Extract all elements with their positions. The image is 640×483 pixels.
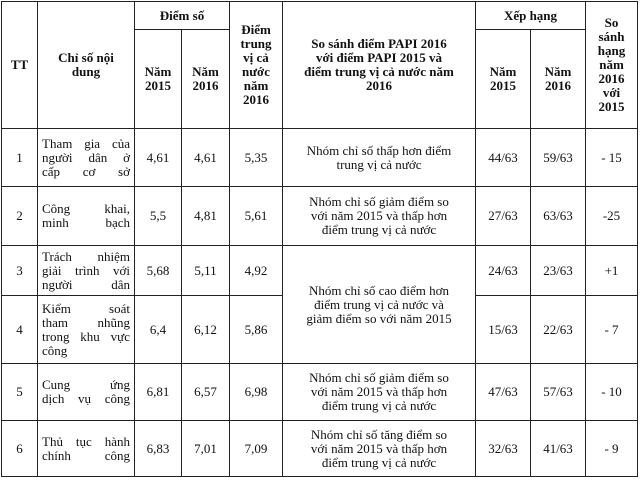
header-tt: TT bbox=[2, 2, 38, 129]
header-rank-2015: Năm 2015 bbox=[476, 30, 531, 129]
header-rank-2016: Năm 2016 bbox=[531, 30, 586, 129]
row-score-2016: 6,12 bbox=[182, 296, 230, 364]
row-rank-2015: 44/63 bbox=[476, 129, 531, 187]
row-comparison: Nhóm chỉ số giảm điểm so với năm 2015 và thấp hơn điểm trung vị cả nước bbox=[283, 364, 476, 421]
header-score-2015: Năm 2015 bbox=[135, 30, 182, 129]
row-comparison: Nhóm chỉ số thấp hơn điểm trung vị cả nước bbox=[283, 129, 476, 187]
header-rank-group: Xếp hạng bbox=[476, 2, 586, 30]
header-indicator: Chỉ số nội dung bbox=[38, 2, 135, 129]
header-comparison: So sánh điểm PAPI 2016 với điểm PAPI 2015 và điểm trung vị cả nước năm 2016 bbox=[283, 2, 476, 129]
row-median: 5,35 bbox=[230, 129, 283, 187]
row-indicator: Tham gia của người dân ở cấp cơ sở bbox=[38, 129, 135, 187]
row-score-2016: 6,57 bbox=[182, 364, 230, 421]
row-rank-change: - 7 bbox=[586, 296, 638, 364]
row-rank-2016: 41/63 bbox=[531, 421, 586, 477]
row-score-2015: 6,4 bbox=[135, 296, 182, 364]
row-rank-2015: 32/63 bbox=[476, 421, 531, 477]
row-rank-change: - 15 bbox=[586, 129, 638, 187]
row-indicator: Công khai, minh bạch bbox=[38, 187, 135, 246]
header-score-group: Điểm số bbox=[135, 2, 230, 30]
row-score-2015: 5,5 bbox=[135, 187, 182, 246]
row-score-2015: 4,61 bbox=[135, 129, 182, 187]
row-median: 5,61 bbox=[230, 187, 283, 246]
row-rank-2016: 59/63 bbox=[531, 129, 586, 187]
row-score-2016: 4,61 bbox=[182, 129, 230, 187]
table-row bbox=[2, 129, 638, 187]
row-indicator: Trách nhiệm giải trình với người dân bbox=[38, 246, 135, 296]
row-median: 6,98 bbox=[230, 364, 283, 421]
header-score-2016: Năm 2016 bbox=[182, 30, 230, 129]
row-tt: 6 bbox=[2, 421, 38, 477]
row-tt: 4 bbox=[2, 296, 38, 364]
row-tt: 2 bbox=[2, 187, 38, 246]
table-row bbox=[2, 246, 638, 296]
row-comparison: Nhóm chỉ số cao điểm hơn điểm trung vị cả nước và giảm điểm so với năm 2015 bbox=[283, 246, 476, 364]
table-row bbox=[2, 421, 638, 477]
row-score-2015: 6,83 bbox=[135, 421, 182, 477]
row-tt: 5 bbox=[2, 364, 38, 421]
header-rank-change: So sánh hạng năm 2016 với 2015 bbox=[586, 2, 638, 129]
row-tt: 1 bbox=[2, 129, 38, 187]
row-score-2016: 7,01 bbox=[182, 421, 230, 477]
row-median: 5,86 bbox=[230, 296, 283, 364]
table-row bbox=[2, 187, 638, 246]
row-indicator: Thủ tục hành chính công bbox=[38, 421, 135, 477]
row-score-2016: 5,11 bbox=[182, 246, 230, 296]
row-rank-2015: 24/63 bbox=[476, 246, 531, 296]
row-indicator: Cung ứng dịch vụ công bbox=[38, 364, 135, 421]
row-rank-change: - 10 bbox=[586, 364, 638, 421]
header-median: Điểm trung vị cả nước năm 2016 bbox=[230, 2, 283, 129]
row-score-2015: 6,81 bbox=[135, 364, 182, 421]
papi-comparison-table bbox=[1, 1, 638, 477]
row-rank-2016: 23/63 bbox=[531, 246, 586, 296]
row-comparison: Nhóm chỉ số tăng điểm so với năm 2015 và thấp hơn điểm trung vị cả nước bbox=[283, 421, 476, 477]
row-rank-2016: 63/63 bbox=[531, 187, 586, 246]
table-row bbox=[2, 364, 638, 421]
row-rank-2016: 57/63 bbox=[531, 364, 586, 421]
row-median: 4,92 bbox=[230, 246, 283, 296]
row-comparison: Nhóm chỉ số giảm điểm so với năm 2015 và thấp hơn điểm trung vị cả nước bbox=[283, 187, 476, 246]
row-rank-change: +1 bbox=[586, 246, 638, 296]
row-rank-2015: 27/63 bbox=[476, 187, 531, 246]
row-rank-change: -25 bbox=[586, 187, 638, 246]
row-tt: 3 bbox=[2, 246, 38, 296]
row-score-2015: 5,68 bbox=[135, 246, 182, 296]
row-rank-change: - 9 bbox=[586, 421, 638, 477]
row-rank-2016: 22/63 bbox=[531, 296, 586, 364]
row-score-2016: 4,81 bbox=[182, 187, 230, 246]
row-median: 7,09 bbox=[230, 421, 283, 477]
row-rank-2015: 47/63 bbox=[476, 364, 531, 421]
row-indicator: Kiểm soát tham nhũng trong khu vực công bbox=[38, 296, 135, 364]
row-rank-2015: 15/63 bbox=[476, 296, 531, 364]
